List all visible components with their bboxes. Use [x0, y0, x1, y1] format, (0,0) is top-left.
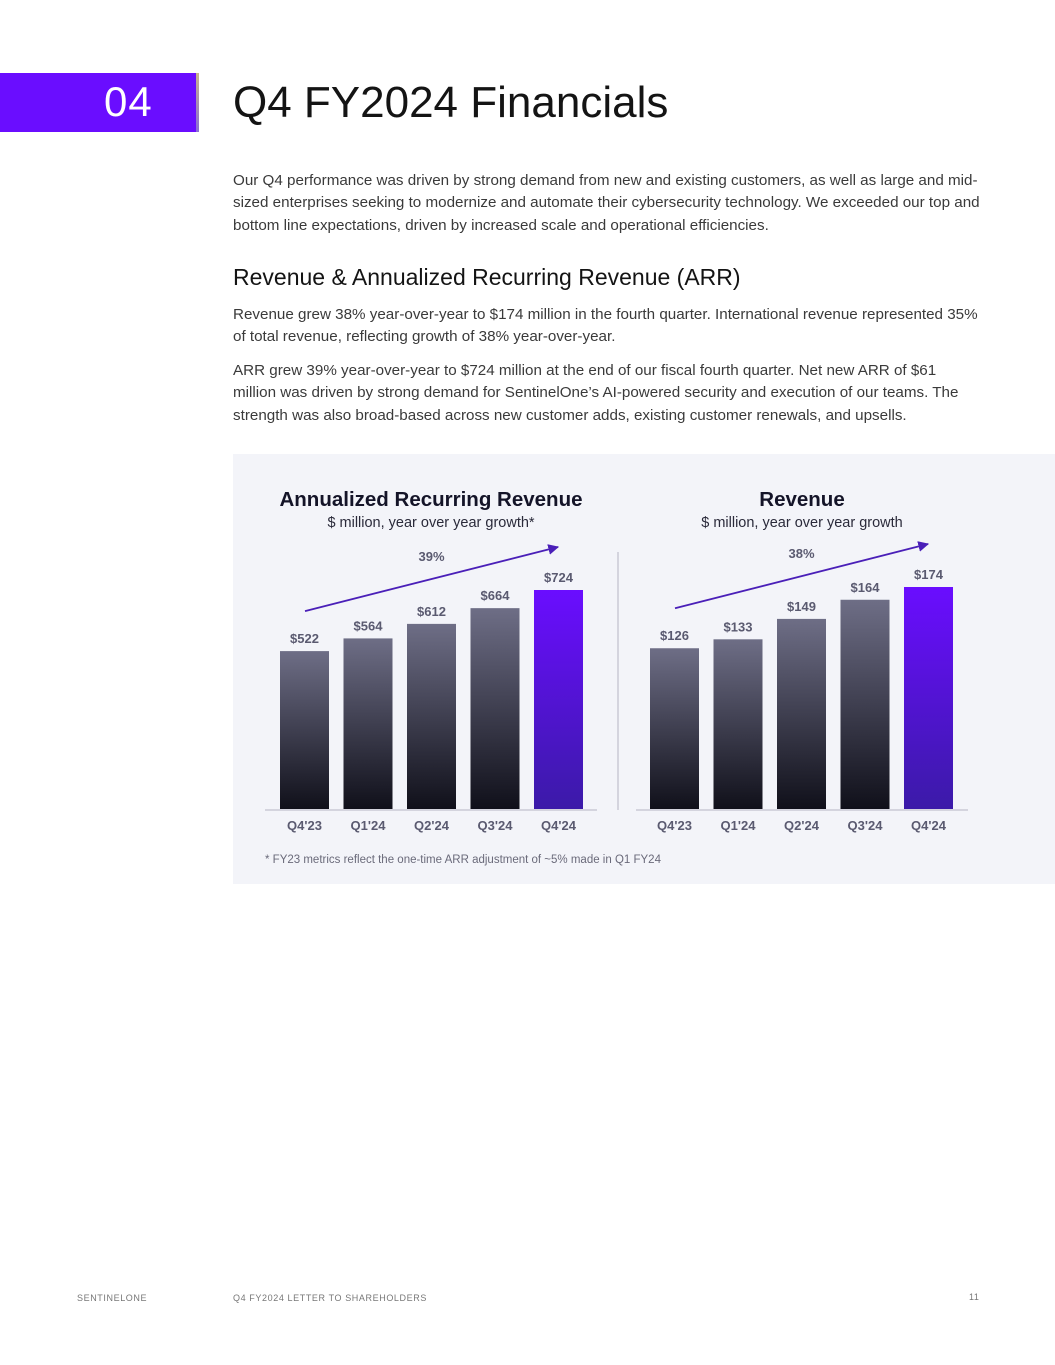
footer-page-number: 11 — [969, 1292, 980, 1302]
x-tick-label: Q2'24 — [784, 818, 819, 833]
bar-value-label: $174 — [914, 567, 943, 582]
x-tick-label: Q1'24 — [720, 818, 756, 833]
x-tick-label: Q4'24 — [541, 818, 576, 833]
growth-label: 38% — [788, 546, 815, 562]
bar-value-label: $664 — [480, 588, 510, 604]
bar — [714, 639, 763, 809]
bar — [841, 600, 890, 809]
chart-subtitle: $ million, year over year growth — [701, 515, 903, 531]
page-title: Q4 FY2024 Financials — [233, 78, 669, 127]
x-tick-label: Q3'24 — [847, 818, 883, 833]
footer-document-title: Q4 FY2024 LETTER TO SHAREHOLDERS — [233, 1293, 427, 1303]
section-heading: Revenue & Annualized Recurring Revenue (ARR) — [233, 264, 741, 290]
bar — [904, 587, 953, 809]
bar — [407, 624, 456, 809]
bar-value-label: $724 — [544, 570, 573, 585]
revenue-paragraph: Revenue grew 38% year-over-year to $174 million in the fourth quarter. International revenue represented 35% of total revenue, reflecting growth of 38% year-over-year. — [233, 306, 978, 346]
section-number: 04 — [104, 78, 153, 125]
bar-value-label: $522 — [290, 631, 319, 647]
bar — [471, 608, 520, 809]
chart-title: Revenue — [759, 488, 845, 511]
bar — [777, 619, 826, 809]
x-tick-label: Q2'24 — [414, 818, 449, 833]
x-tick-label: Q3'24 — [477, 818, 513, 833]
x-tick-label: Q4'23 — [657, 818, 692, 833]
bar-value-label: $149 — [787, 598, 816, 614]
chart-title: Annualized Recurring Revenue — [279, 488, 583, 511]
bar — [534, 590, 583, 809]
x-tick-label: Q1'24 — [350, 818, 386, 833]
chart-footnote: * FY23 metrics reflect the one-time ARR adjustment of ~5% made in Q1 FY24 — [265, 854, 661, 866]
bar-value-label: $126 — [660, 628, 689, 644]
bar — [650, 648, 699, 809]
bar-value-label: $612 — [417, 603, 446, 619]
chart-subtitle: $ million, year over year growth* — [327, 515, 535, 531]
section-tab-edge — [196, 73, 199, 132]
section-tab — [0, 73, 196, 132]
intro-paragraph: Our Q4 performance was driven by strong demand from new and existing customers, as well as large and mid-sized enterprises seeking to modernize and automate their cybersecurity technology. We exceeded our top and bottom line expectations, driven by increased scale and operational efficiencies. — [233, 172, 980, 234]
bar — [344, 638, 393, 809]
chart-panel — [233, 454, 1055, 884]
bar-value-label: $133 — [723, 619, 753, 635]
x-tick-label: Q4'23 — [287, 818, 322, 833]
bar-value-label: $164 — [850, 579, 880, 595]
bar — [280, 651, 329, 809]
x-tick-label: Q4'24 — [911, 818, 946, 833]
bar-value-label: $564 — [353, 618, 383, 634]
arr-paragraph: ARR grew 39% year-over-year to $724 million at the end of our fiscal fourth quarter. Net new ARR of $61 million was driven by strong demand for SentinelOne’s AI-powered security and execution of our teams. The strength was also broad-based across new customer adds, existing customer renewals, and upsells. — [233, 362, 959, 424]
growth-label: 39% — [418, 549, 445, 565]
footer-brand: SENTINELONE — [77, 1293, 148, 1303]
charts-svg — [233, 454, 1055, 884]
